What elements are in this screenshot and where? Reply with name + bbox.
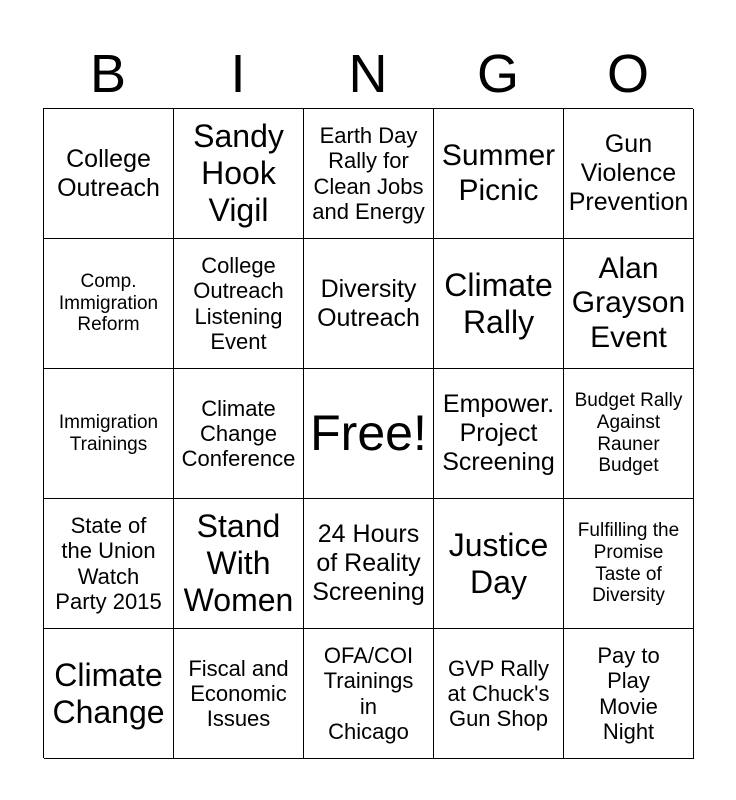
bingo-cell[interactable] (434, 109, 564, 239)
cell-text: Sandy Hook Vigil (193, 118, 284, 228)
cell-text: Diversity Outreach (317, 274, 420, 332)
cell-text: Empower. Project Screening (442, 390, 555, 476)
bingo-cell[interactable] (434, 499, 564, 629)
cell-text: Immigration Trainings (58, 411, 159, 455)
cell-text: Stand With Women (183, 508, 294, 618)
free-space[interactable] (304, 369, 434, 499)
bingo-header (43, 40, 693, 108)
header-letter-o: O (606, 44, 649, 104)
cell-text: GVP Rally at Chuck's Gun Shop (447, 655, 550, 732)
bingo-cell[interactable] (44, 369, 174, 499)
cell-text: Gun Violence Prevention (568, 130, 689, 216)
cell-text: Climate Rally (444, 266, 553, 340)
bingo-cell[interactable] (564, 369, 694, 499)
bingo-cell[interactable] (174, 369, 304, 499)
bingo-cell[interactable] (44, 629, 174, 759)
cell-text: 24 Hours of Reality Screening (312, 520, 425, 606)
cell-text: Free! (310, 404, 427, 461)
bingo-cell[interactable] (434, 629, 564, 759)
bingo-cell[interactable] (44, 499, 174, 629)
cell-text: Comp. Immigration Reform (58, 270, 159, 336)
bingo-cell[interactable] (44, 109, 174, 239)
cell-text: Earth Day Rally for Clean Jobs and Energy (312, 122, 425, 224)
bingo-cell[interactable] (304, 629, 434, 759)
header-letter-b: B (89, 44, 127, 104)
bingo-cell[interactable] (434, 369, 564, 499)
bingo-cell[interactable] (304, 109, 434, 239)
header-letter-g: G (476, 44, 519, 104)
bingo-cell[interactable] (304, 239, 434, 369)
cell-text: Fulfilling the Promise Taste of Diversity (577, 519, 680, 607)
bingo-cell[interactable] (174, 499, 304, 629)
bingo-cell[interactable] (434, 239, 564, 369)
bingo-cell[interactable] (304, 499, 434, 629)
bingo-grid (43, 108, 693, 758)
cell-text: College Outreach Listening Event (193, 252, 284, 354)
cell-text: Climate Change Conference (181, 395, 296, 472)
cell-text: Pay to Play Movie Night (597, 642, 660, 744)
cell-text: Justice Day (448, 526, 549, 600)
bingo-cell[interactable] (174, 239, 304, 369)
cell-text: Budget Rally Against Rauner Budget (574, 389, 683, 477)
cell-text: Fiscal and Economic Issues (188, 655, 289, 732)
bingo-cell[interactable] (174, 629, 304, 759)
bingo-cell[interactable] (564, 109, 694, 239)
cell-text: OFA/COI Trainings in Chicago (323, 642, 414, 744)
header-letter-i: I (230, 44, 246, 104)
bingo-cell[interactable] (564, 629, 694, 759)
bingo-cell[interactable] (44, 239, 174, 369)
cell-text: Climate Change (52, 656, 165, 730)
cell-text: Summer Picnic (441, 139, 556, 207)
bingo-cell[interactable] (564, 499, 694, 629)
cell-text: State of the Union Watch Party 2015 (55, 512, 162, 614)
bingo-cell[interactable] (564, 239, 694, 369)
bingo-cell[interactable] (174, 109, 304, 239)
header-letter-n: N (348, 44, 388, 104)
cell-text: College Outreach (57, 144, 160, 202)
cell-text: Alan Grayson Event (571, 251, 686, 354)
